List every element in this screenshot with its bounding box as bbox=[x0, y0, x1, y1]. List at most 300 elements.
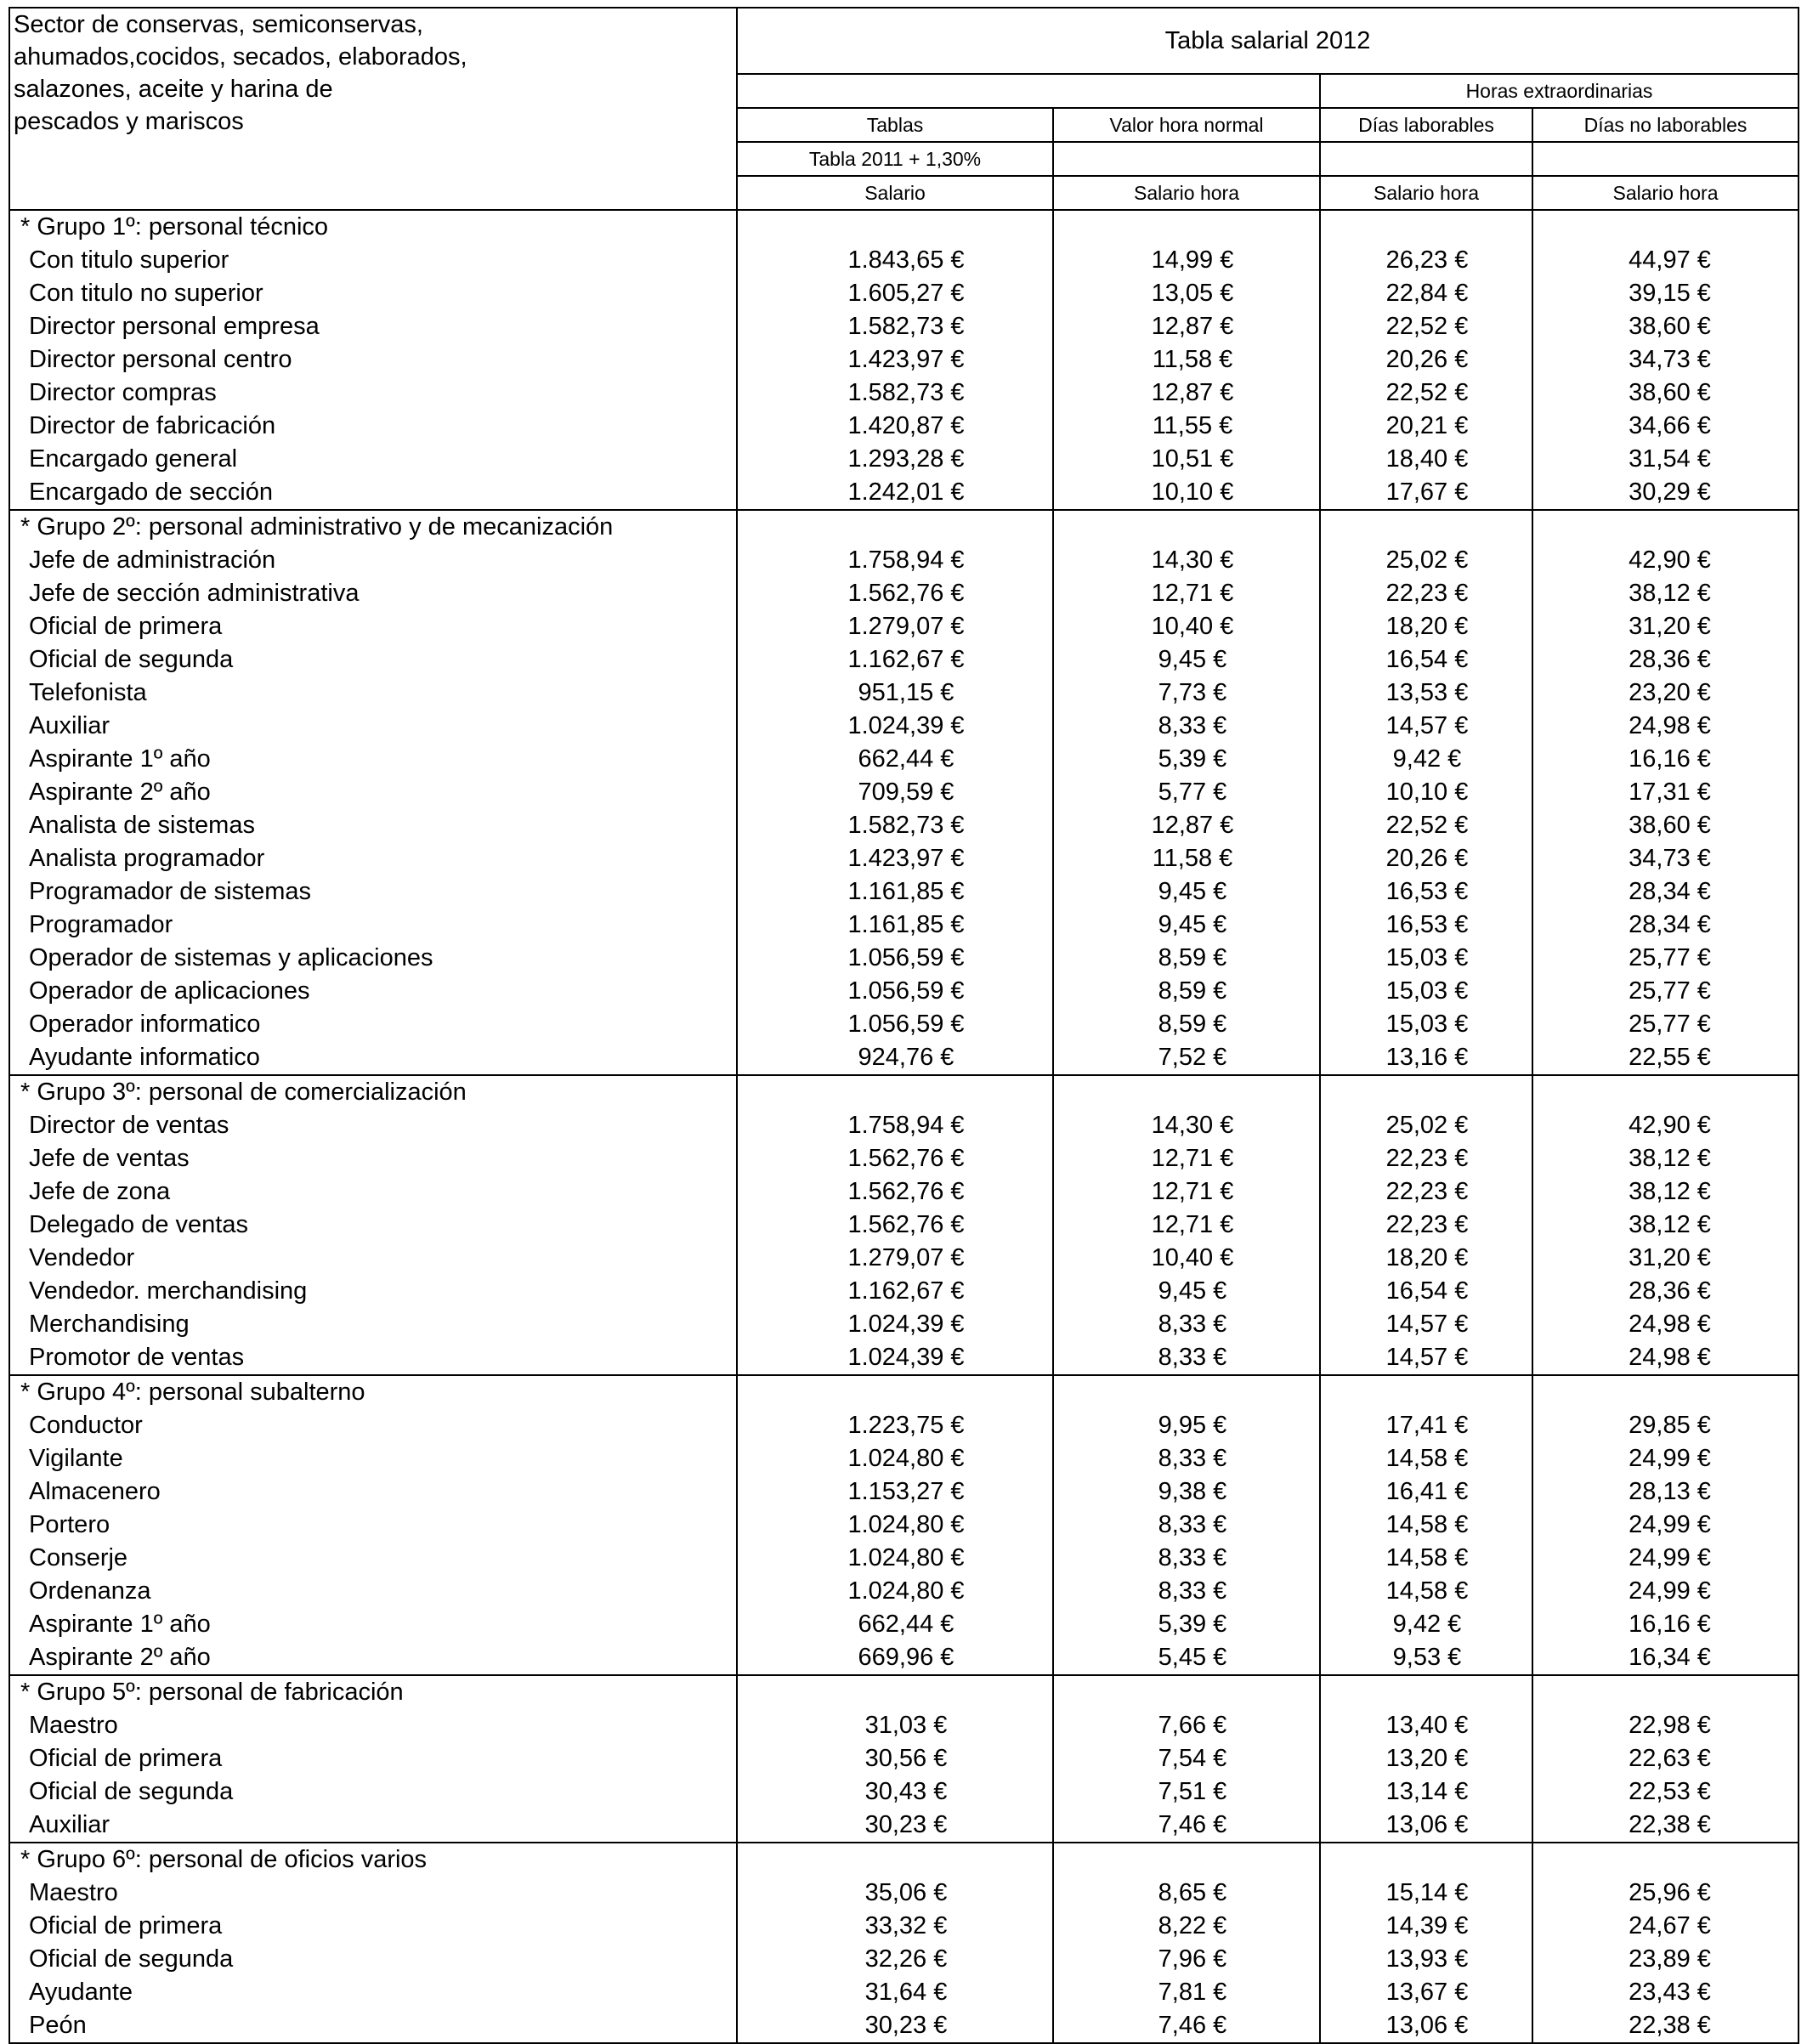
cell-dias-no-laborables bbox=[1532, 476, 1799, 510]
cell-value: 7,54 € bbox=[1158, 1745, 1227, 1772]
row-label: Oficial de segunda bbox=[9, 643, 737, 677]
cell-value: 38,60 € bbox=[1629, 812, 1711, 839]
cell-value: 16,53 € bbox=[1385, 911, 1469, 938]
cell-value: 9,45 € bbox=[1158, 911, 1227, 938]
cell-salario bbox=[737, 1475, 1053, 1509]
cell-value: 16,54 € bbox=[1385, 646, 1469, 673]
cell-dias-laborables bbox=[1320, 1341, 1532, 1375]
cell-value: 22,53 € bbox=[1629, 1778, 1711, 1805]
cell-value: 10,51 € bbox=[1151, 445, 1234, 473]
table-row bbox=[9, 1209, 1799, 1242]
cell-value: 1.843,65 € bbox=[847, 246, 965, 274]
row-label: Vendedor. merchandising bbox=[9, 1275, 737, 1308]
cell-salario bbox=[737, 1509, 1053, 1542]
cell-value: 10,10 € bbox=[1151, 478, 1234, 506]
cell-salario bbox=[737, 1641, 1053, 1675]
cell-dias-no-laborables bbox=[1532, 1709, 1799, 1742]
cell-value: 22,23 € bbox=[1385, 1145, 1469, 1172]
cell-value: 31,54 € bbox=[1629, 445, 1711, 473]
cell-salario bbox=[737, 377, 1053, 410]
table-row bbox=[9, 1976, 1799, 2009]
cell-value: 23,43 € bbox=[1629, 1979, 1711, 2006]
group-empty-cell bbox=[1320, 210, 1532, 244]
cell-value: 8,33 € bbox=[1158, 1577, 1227, 1605]
cell-value: 1.162,67 € bbox=[847, 1277, 965, 1305]
cell-dias-no-laborables bbox=[1532, 1275, 1799, 1308]
cell-value: 8,33 € bbox=[1158, 1344, 1227, 1371]
header-tabla-note: Tabla 2011 + 1,30% bbox=[737, 142, 1053, 176]
cell-value: 1.024,39 € bbox=[847, 1311, 965, 1338]
group-empty-cell bbox=[737, 1375, 1053, 1409]
cell-dias-laborables bbox=[1320, 710, 1532, 743]
group-empty-cell bbox=[1320, 1843, 1532, 1877]
cell-value: 44,97 € bbox=[1629, 246, 1711, 274]
cell-value: 24,98 € bbox=[1629, 712, 1711, 739]
cell-dias-laborables bbox=[1320, 1475, 1532, 1509]
cell-value: 7,46 € bbox=[1158, 1811, 1227, 1838]
row-label: Aspirante 2º año bbox=[9, 1641, 737, 1675]
cell-dias-no-laborables bbox=[1532, 1509, 1799, 1542]
cell-value: 23,89 € bbox=[1629, 1945, 1711, 1973]
cell-value: 9,45 € bbox=[1158, 1277, 1227, 1305]
group-empty-cell bbox=[1053, 1375, 1320, 1409]
cell-salario bbox=[737, 244, 1053, 277]
cell-value: 1.420,87 € bbox=[847, 412, 965, 439]
cell-dias-laborables bbox=[1320, 809, 1532, 842]
cell-dias-laborables bbox=[1320, 1409, 1532, 1442]
table-row bbox=[9, 1575, 1799, 1608]
cell-value: 7,51 € bbox=[1158, 1778, 1227, 1805]
cell-value: 20,26 € bbox=[1385, 845, 1469, 872]
group-empty-cell bbox=[1532, 1843, 1799, 1877]
cell-value: 29,85 € bbox=[1629, 1412, 1711, 1439]
cell-dias-laborables bbox=[1320, 544, 1532, 577]
row-label: Jefe de ventas bbox=[9, 1142, 737, 1175]
cell-value: 1.423,97 € bbox=[847, 845, 965, 872]
cell-value: 5,39 € bbox=[1158, 745, 1227, 773]
cell-dias-laborables bbox=[1320, 875, 1532, 909]
cell-value: 8,59 € bbox=[1158, 944, 1227, 971]
row-label: Merchandising bbox=[9, 1308, 737, 1341]
cell-valor-hora bbox=[1053, 410, 1320, 443]
header-valor-hora-normal: Valor hora normal bbox=[1053, 108, 1320, 142]
cell-value: 22,38 € bbox=[1629, 1811, 1711, 1838]
group-empty-cell bbox=[1053, 1843, 1320, 1877]
cell-value: 1.056,59 € bbox=[847, 944, 965, 971]
group-empty-cell bbox=[737, 510, 1053, 544]
group-empty-cell bbox=[1532, 1375, 1799, 1409]
cell-dias-no-laborables bbox=[1532, 1542, 1799, 1575]
row-label: Director de ventas bbox=[9, 1109, 737, 1142]
cell-value: 16,53 € bbox=[1385, 878, 1469, 905]
row-label: Con titulo no superior bbox=[9, 277, 737, 310]
group-header-row bbox=[9, 1075, 1799, 1109]
cell-salario bbox=[737, 942, 1053, 975]
cell-value: 30,23 € bbox=[864, 2012, 948, 2039]
cell-dias-no-laborables bbox=[1532, 710, 1799, 743]
cell-dias-no-laborables bbox=[1532, 1775, 1799, 1809]
cell-dias-laborables bbox=[1320, 643, 1532, 677]
subheader-salario-hora: Salario hora bbox=[1320, 176, 1532, 210]
cell-value: 1.423,97 € bbox=[847, 346, 965, 373]
cell-valor-hora bbox=[1053, 1442, 1320, 1475]
cell-value: 24,98 € bbox=[1629, 1344, 1711, 1371]
cell-value: 14,58 € bbox=[1385, 1544, 1469, 1571]
cell-salario bbox=[737, 809, 1053, 842]
row-label: Oficial de segunda bbox=[9, 1775, 737, 1809]
cell-value: 14,57 € bbox=[1385, 1311, 1469, 1338]
group-empty-cell bbox=[1320, 1075, 1532, 1109]
cell-value: 16,16 € bbox=[1629, 745, 1711, 773]
cell-dias-laborables bbox=[1320, 443, 1532, 476]
cell-dias-no-laborables bbox=[1532, 1209, 1799, 1242]
group-empty-cell bbox=[737, 1843, 1053, 1877]
cell-valor-hora bbox=[1053, 710, 1320, 743]
cell-value: 8,33 € bbox=[1158, 1445, 1227, 1472]
cell-salario bbox=[737, 710, 1053, 743]
cell-dias-no-laborables bbox=[1532, 1175, 1799, 1209]
cell-value: 22,23 € bbox=[1385, 580, 1469, 607]
cell-value: 20,26 € bbox=[1385, 346, 1469, 373]
cell-dias-no-laborables bbox=[1532, 1242, 1799, 1275]
row-label: Analista de sistemas bbox=[9, 809, 737, 842]
cell-value: 22,63 € bbox=[1629, 1745, 1711, 1772]
cell-salario bbox=[737, 310, 1053, 343]
table-row bbox=[9, 643, 1799, 677]
cell-valor-hora bbox=[1053, 443, 1320, 476]
cell-dias-no-laborables bbox=[1532, 1008, 1799, 1041]
cell-salario bbox=[737, 544, 1053, 577]
cell-value: 5,77 € bbox=[1158, 779, 1227, 806]
cell-value: 8,33 € bbox=[1158, 712, 1227, 739]
cell-value: 1.024,39 € bbox=[847, 1344, 965, 1371]
header-tablas: Tablas bbox=[737, 108, 1053, 142]
cell-dias-no-laborables bbox=[1532, 1041, 1799, 1075]
cell-value: 1.153,27 € bbox=[847, 1478, 965, 1505]
cell-valor-hora bbox=[1053, 1910, 1320, 1943]
cell-value: 7,52 € bbox=[1158, 1044, 1227, 1071]
cell-dias-laborables bbox=[1320, 1509, 1532, 1542]
group-title: * Grupo 5º: personal de fabricación bbox=[9, 1675, 737, 1709]
cell-value: 1.582,73 € bbox=[847, 379, 965, 406]
table-row bbox=[9, 1775, 1799, 1809]
cell-valor-hora bbox=[1053, 1877, 1320, 1910]
cell-value: 1.758,94 € bbox=[847, 1112, 965, 1139]
table-row bbox=[9, 909, 1799, 942]
cell-valor-hora bbox=[1053, 975, 1320, 1008]
cell-dias-laborables bbox=[1320, 1809, 1532, 1843]
cell-value: 22,84 € bbox=[1385, 280, 1469, 307]
cell-salario bbox=[737, 1275, 1053, 1308]
cell-dias-laborables bbox=[1320, 909, 1532, 942]
cell-dias-no-laborables bbox=[1532, 577, 1799, 610]
row-label: Ordenanza bbox=[9, 1575, 737, 1608]
group-title: * Grupo 2º: personal administrativo y de mecanización bbox=[9, 510, 737, 544]
cell-dias-no-laborables bbox=[1532, 1341, 1799, 1375]
cell-value: 14,57 € bbox=[1385, 712, 1469, 739]
row-label: Operador de sistemas y aplicaciones bbox=[9, 942, 737, 975]
row-label: Director personal empresa bbox=[9, 310, 737, 343]
cell-dias-no-laborables bbox=[1532, 1742, 1799, 1775]
group-empty-cell bbox=[1532, 1675, 1799, 1709]
row-label: Operador informatico bbox=[9, 1008, 737, 1041]
cell-valor-hora bbox=[1053, 1943, 1320, 1976]
cell-value: 34,73 € bbox=[1629, 845, 1711, 872]
cell-salario bbox=[737, 1575, 1053, 1608]
cell-salario bbox=[737, 842, 1053, 875]
cell-valor-hora bbox=[1053, 544, 1320, 577]
cell-salario bbox=[737, 1341, 1053, 1375]
cell-value: 17,41 € bbox=[1385, 1412, 1469, 1439]
cell-value: 5,39 € bbox=[1158, 1611, 1227, 1638]
cell-salario bbox=[737, 1742, 1053, 1775]
cell-valor-hora bbox=[1053, 343, 1320, 377]
row-label: Auxiliar bbox=[9, 1809, 737, 1843]
table-row bbox=[9, 710, 1799, 743]
group-empty-cell bbox=[1053, 510, 1320, 544]
cell-valor-hora bbox=[1053, 1275, 1320, 1308]
cell-salario bbox=[737, 343, 1053, 377]
table-row bbox=[9, 1608, 1799, 1641]
cell-value: 1.562,76 € bbox=[847, 580, 965, 607]
cell-valor-hora bbox=[1053, 1641, 1320, 1675]
table-row bbox=[9, 1341, 1799, 1375]
cell-value: 1.562,76 € bbox=[847, 1178, 965, 1205]
table-row bbox=[9, 1242, 1799, 1275]
cell-value: 15,03 € bbox=[1385, 944, 1469, 971]
cell-value: 25,77 € bbox=[1629, 977, 1711, 1005]
cell-dias-laborables bbox=[1320, 1709, 1532, 1742]
cell-salario bbox=[737, 1409, 1053, 1442]
cell-value: 25,77 € bbox=[1629, 944, 1711, 971]
cell-valor-hora bbox=[1053, 643, 1320, 677]
cell-dias-no-laborables bbox=[1532, 1475, 1799, 1509]
table-row bbox=[9, 476, 1799, 510]
cell-value: 1.582,73 € bbox=[847, 812, 965, 839]
cell-valor-hora bbox=[1053, 1041, 1320, 1075]
cell-dias-laborables bbox=[1320, 1041, 1532, 1075]
table-row bbox=[9, 776, 1799, 809]
cell-valor-hora bbox=[1053, 476, 1320, 510]
cell-valor-hora bbox=[1053, 2009, 1320, 2043]
cell-valor-hora bbox=[1053, 1175, 1320, 1209]
cell-valor-hora bbox=[1053, 875, 1320, 909]
row-label: Encargado general bbox=[9, 443, 737, 476]
cell-value: 14,58 € bbox=[1385, 1511, 1469, 1538]
subheader-salario-hora: Salario hora bbox=[1053, 176, 1320, 210]
cell-dias-laborables bbox=[1320, 377, 1532, 410]
cell-value: 38,12 € bbox=[1629, 580, 1711, 607]
cell-salario bbox=[737, 1775, 1053, 1809]
cell-salario bbox=[737, 1976, 1053, 2009]
cell-value: 1.279,07 € bbox=[847, 1244, 965, 1271]
cell-salario bbox=[737, 277, 1053, 310]
cell-salario bbox=[737, 1242, 1053, 1275]
cell-valor-hora bbox=[1053, 610, 1320, 643]
cell-dias-no-laborables bbox=[1532, 875, 1799, 909]
cell-value: 11,58 € bbox=[1152, 346, 1233, 373]
cell-dias-no-laborables bbox=[1532, 1409, 1799, 1442]
cell-value: 7,81 € bbox=[1158, 1979, 1227, 2006]
cell-dias-laborables bbox=[1320, 310, 1532, 343]
cell-value: 18,20 € bbox=[1385, 613, 1469, 640]
table-row bbox=[9, 1877, 1799, 1910]
group-header-row bbox=[9, 210, 1799, 244]
cell-value: 1.223,75 € bbox=[847, 1412, 965, 1439]
cell-salario bbox=[737, 443, 1053, 476]
cell-value: 924,76 € bbox=[858, 1044, 954, 1071]
sector-line: salazones, aceite y harina de bbox=[14, 76, 333, 103]
row-label: Operador de aplicaciones bbox=[9, 975, 737, 1008]
cell-value: 13,06 € bbox=[1385, 2012, 1469, 2039]
table-row bbox=[9, 410, 1799, 443]
cell-salario bbox=[737, 2009, 1053, 2043]
cell-salario bbox=[737, 743, 1053, 776]
cell-value: 9,42 € bbox=[1392, 745, 1462, 773]
group-header-row bbox=[9, 1843, 1799, 1877]
cell-value: 22,52 € bbox=[1385, 379, 1469, 406]
row-label: Delegado de ventas bbox=[9, 1209, 737, 1242]
cell-value: 13,05 € bbox=[1151, 280, 1234, 307]
cell-value: 12,87 € bbox=[1151, 379, 1234, 406]
cell-dias-laborables bbox=[1320, 2009, 1532, 2043]
cell-value: 38,60 € bbox=[1629, 379, 1711, 406]
cell-salario bbox=[737, 677, 1053, 710]
cell-value: 30,23 € bbox=[864, 1811, 948, 1838]
group-header-row bbox=[9, 510, 1799, 544]
cell-salario bbox=[737, 1910, 1053, 1943]
cell-value: 32,26 € bbox=[864, 1945, 948, 1973]
cell-dias-laborables bbox=[1320, 1209, 1532, 1242]
group-empty-cell bbox=[737, 210, 1053, 244]
cell-value: 11,58 € bbox=[1152, 845, 1233, 872]
cell-value: 669,96 € bbox=[858, 1644, 954, 1671]
table-row bbox=[9, 809, 1799, 842]
cell-value: 9,38 € bbox=[1158, 1478, 1227, 1505]
sector-line: pescados y mariscos bbox=[14, 108, 244, 135]
header-dias-no-laborables: Días no laborables bbox=[1532, 108, 1799, 142]
cell-value: 15,03 € bbox=[1385, 1011, 1469, 1038]
cell-dias-laborables bbox=[1320, 1109, 1532, 1142]
cell-value: 38,12 € bbox=[1629, 1145, 1711, 1172]
cell-valor-hora bbox=[1053, 1575, 1320, 1608]
cell-value: 7,66 € bbox=[1158, 1712, 1227, 1739]
cell-salario bbox=[737, 909, 1053, 942]
group-title: * Grupo 3º: personal de comercialización bbox=[9, 1075, 737, 1109]
row-label: Maestro bbox=[9, 1709, 737, 1742]
cell-valor-hora bbox=[1053, 1242, 1320, 1275]
cell-salario bbox=[737, 610, 1053, 643]
cell-valor-hora bbox=[1053, 1341, 1320, 1375]
cell-dias-no-laborables bbox=[1532, 975, 1799, 1008]
cell-dias-laborables bbox=[1320, 343, 1532, 377]
cell-value: 14,39 € bbox=[1385, 1912, 1469, 1939]
group-empty-cell bbox=[1532, 510, 1799, 544]
cell-value: 10,10 € bbox=[1385, 779, 1469, 806]
table-row bbox=[9, 244, 1799, 277]
sector-description bbox=[9, 8, 737, 210]
cell-salario bbox=[737, 476, 1053, 510]
cell-value: 9,45 € bbox=[1158, 878, 1227, 905]
cell-value: 5,45 € bbox=[1158, 1644, 1227, 1671]
cell-valor-hora bbox=[1053, 1209, 1320, 1242]
subheader-salario-hora: Salario hora bbox=[1532, 176, 1799, 210]
row-label: Director de fabricación bbox=[9, 410, 737, 443]
cell-value: 22,55 € bbox=[1629, 1044, 1711, 1071]
cell-dias-laborables bbox=[1320, 1308, 1532, 1341]
cell-dias-laborables bbox=[1320, 776, 1532, 809]
row-label: Vendedor bbox=[9, 1242, 737, 1275]
cell-value: 9,53 € bbox=[1392, 1644, 1462, 1671]
row-label: Telefonista bbox=[9, 677, 737, 710]
cell-dias-no-laborables bbox=[1532, 1809, 1799, 1843]
cell-value: 22,52 € bbox=[1385, 313, 1469, 340]
cell-value: 13,20 € bbox=[1385, 1745, 1469, 1772]
cell-value: 1.161,85 € bbox=[847, 911, 965, 938]
cell-value: 9,45 € bbox=[1158, 646, 1227, 673]
group-empty-cell bbox=[1532, 210, 1799, 244]
cell-value: 1.024,80 € bbox=[847, 1577, 965, 1605]
cell-dias-laborables bbox=[1320, 1910, 1532, 1943]
cell-salario bbox=[737, 410, 1053, 443]
table-title: Tabla salarial 2012 bbox=[737, 8, 1799, 74]
cell-valor-hora bbox=[1053, 277, 1320, 310]
group-header-row bbox=[9, 1675, 1799, 1709]
cell-value: 31,03 € bbox=[864, 1712, 948, 1739]
cell-value: 24,98 € bbox=[1629, 1311, 1711, 1338]
cell-value: 11,55 € bbox=[1152, 412, 1233, 439]
table-row bbox=[9, 1641, 1799, 1675]
row-label: Aspirante 2º año bbox=[9, 776, 737, 809]
row-label: Aspirante 1º año bbox=[9, 1608, 737, 1641]
group-empty-cell bbox=[1320, 1675, 1532, 1709]
cell-value: 33,32 € bbox=[864, 1912, 948, 1939]
row-label: Jefe de zona bbox=[9, 1175, 737, 1209]
cell-value: 18,20 € bbox=[1385, 1244, 1469, 1271]
cell-value: 951,15 € bbox=[858, 679, 954, 706]
cell-value: 25,02 € bbox=[1385, 546, 1469, 574]
table-row bbox=[9, 1910, 1799, 1943]
cell-valor-hora bbox=[1053, 1809, 1320, 1843]
table-row bbox=[9, 343, 1799, 377]
salary-table bbox=[8, 7, 1799, 2044]
cell-value: 17,31 € bbox=[1629, 779, 1711, 806]
table-row bbox=[9, 610, 1799, 643]
cell-dias-laborables bbox=[1320, 1775, 1532, 1809]
cell-value: 12,87 € bbox=[1151, 812, 1234, 839]
cell-salario bbox=[737, 1608, 1053, 1641]
cell-dias-laborables bbox=[1320, 244, 1532, 277]
cell-value: 10,40 € bbox=[1151, 613, 1234, 640]
cell-value: 1.056,59 € bbox=[847, 1011, 965, 1038]
cell-dias-laborables bbox=[1320, 677, 1532, 710]
cell-valor-hora bbox=[1053, 1976, 1320, 2009]
row-label: Jefe de sección administrativa bbox=[9, 577, 737, 610]
cell-valor-hora bbox=[1053, 1475, 1320, 1509]
cell-value: 10,40 € bbox=[1151, 1244, 1234, 1271]
cell-value: 38,12 € bbox=[1629, 1178, 1711, 1205]
cell-dias-laborables bbox=[1320, 476, 1532, 510]
cell-value: 1.161,85 € bbox=[847, 878, 965, 905]
header-empty-cell bbox=[1532, 142, 1799, 176]
cell-value: 22,23 € bbox=[1385, 1211, 1469, 1238]
cell-salario bbox=[737, 1008, 1053, 1041]
cell-dias-no-laborables bbox=[1532, 244, 1799, 277]
cell-dias-laborables bbox=[1320, 610, 1532, 643]
row-label: Analista programador bbox=[9, 842, 737, 875]
cell-dias-no-laborables bbox=[1532, 2009, 1799, 2043]
cell-value: 38,60 € bbox=[1629, 313, 1711, 340]
